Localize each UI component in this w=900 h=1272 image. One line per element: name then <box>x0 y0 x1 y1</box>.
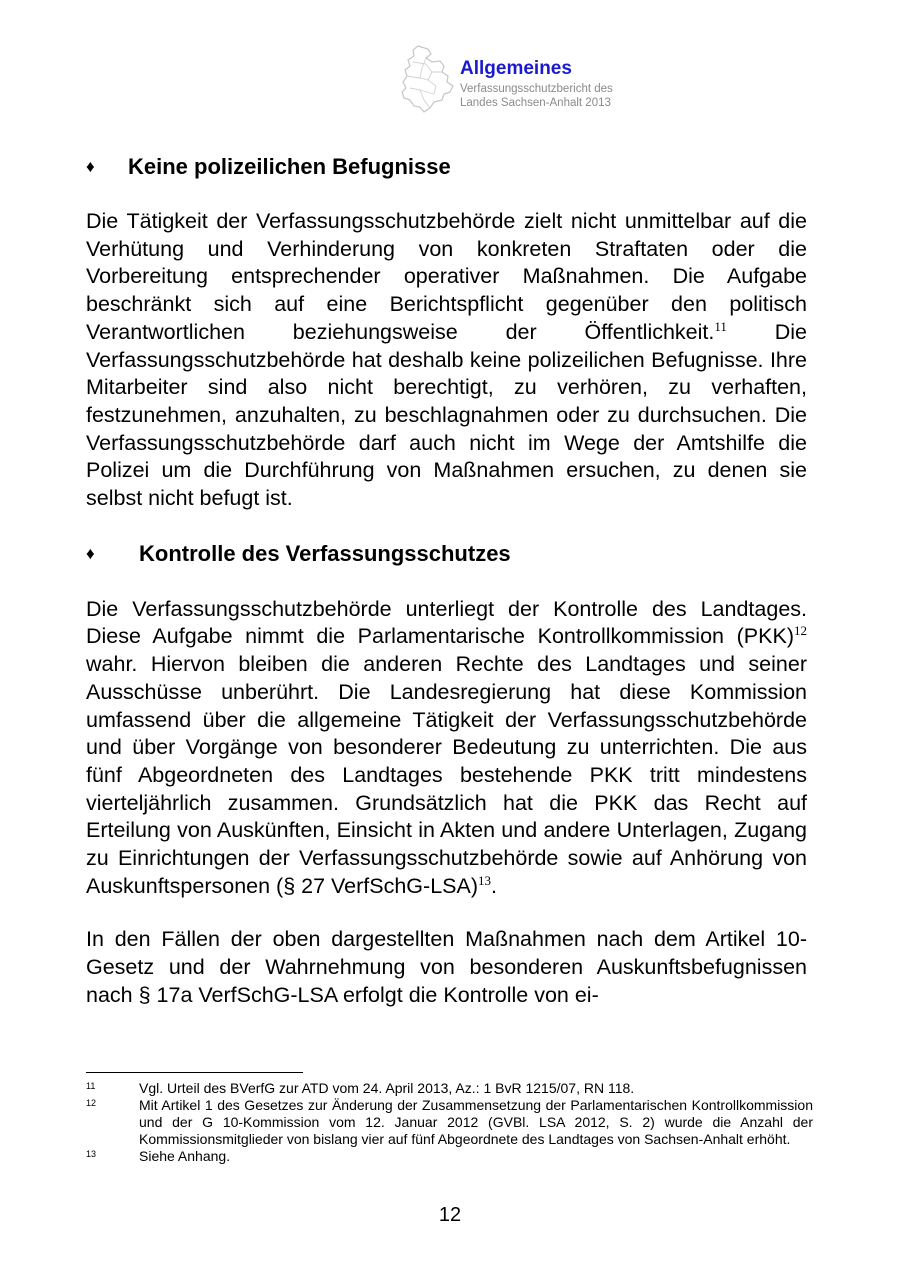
section-title: Keine polizeilichen Befugnisse <box>128 154 451 179</box>
main-content <box>86 152 807 1010</box>
section-heading-befugnisse <box>86 152 807 182</box>
footnote-text: Vgl. Urteil des BVerfG zur ATD vom 24. April 2013, Az.: 1 BvR 1215/07, RN 118. <box>139 1080 635 1096</box>
saxony-anhalt-map-icon <box>398 44 456 114</box>
section-heading-kontrolle <box>86 539 807 569</box>
footnote-ref-11: 11 <box>714 318 727 334</box>
footnote-item <box>86 1080 813 1097</box>
paragraph-text: Die Verfassungsschutzbehörde hat deshalb keine polizeilichen Befugnisse. Ihre Mitarbeiter sind also nicht berechtigt, zu verhören, zu verhaften, festzunehmen, anzuhalten, zu beschlagnahmen oder zu durchsuchen. Die Verfassungsschutzbehörde darf auch nicht im Wege der Amtshilfe die Polizei um die Durchführung von Maßnahmen ersuchen, zu denen sie selbst nicht befugt ist. <box>86 319 807 511</box>
footnote-text: Siehe Anhang. <box>139 1148 231 1164</box>
header-title: Allgemeines <box>460 58 572 79</box>
paragraph-text: wahr. Hiervon bleiben die anderen Rechte des Landtages und seiner Ausschüsse unberührt. Die Landesregierung hat diese Kommission umfassend über die allgemeine Tätigkeit der Verfassungsschutzbehörde und über Vorgänge von besonderer Bedeutung zu unterrichten. Die aus fünf Abgeordneten des Landtages bestehende PKK tritt mindestens vierteljährlich zusammen. Grundsätzlich hat die PKK das Recht auf Erteilung von Auskünften, Einsicht in Akten und andere Unterlagen, Zugang zu Einrichtungen der Verfassungsschutzbehörde sowie auf Anhörung von Auskunftspersonen (§ 27 VerfSchG-LSA) <box>86 652 807 898</box>
paragraph-kontrolle <box>86 596 807 901</box>
section-title: Kontrolle des Verfassungsschutzes <box>139 540 511 566</box>
footnote-number: 13 <box>86 1149 97 1159</box>
footnote-divider <box>86 1072 303 1073</box>
footnote-item <box>86 1148 813 1165</box>
paragraph-text: . <box>491 873 497 898</box>
diamond-bullet-icon: ♦ <box>86 543 95 563</box>
header-subtitle-line1: Verfassungsschutzbericht des <box>460 83 613 95</box>
paragraph-befugnisse <box>86 208 807 513</box>
diamond-bullet-icon: ♦ <box>86 157 95 176</box>
footnotes <box>86 1080 813 1165</box>
paragraph-text: Die Verfassungsschutzbehörde unterliegt der Kontrolle des Landtages. Diese Aufgabe nimmt die Parlamentarische Kontrollkommission (PKK) <box>86 596 807 649</box>
footnote-item <box>86 1097 813 1148</box>
footnote-number: 11 <box>86 1081 96 1091</box>
footnote-ref-13: 13 <box>478 872 491 888</box>
paragraph-artikel-10 <box>86 926 807 1009</box>
paragraph-text: Die Tätigkeit der Verfassungsschutzbehörde zielt nicht unmittelbar auf die Verhütung und Verhinderung von konkreten Straftaten oder die Vorbereitung entsprechender operativer Maßnahmen. Die Aufgabe beschränkt sich auf eine Berichtspflicht gegenüber den politisch Verantwortlichen beziehungsweise der Öffentlichkeit. <box>86 209 807 344</box>
header-subtitle-line2: Landes Sachsen-Anhalt 2013 <box>460 97 611 109</box>
footnote-number: 12 <box>86 1098 97 1108</box>
page-number: 12 <box>438 1204 462 1226</box>
footnote-ref-12: 12 <box>794 623 807 639</box>
paragraph-text: In den Fällen der oben dargestellten Maßnahmen nach dem Artikel 10-Gesetz und der Wahrnehmung von besonderen Auskunftsbefugnissen nach § 17a VerfSchG-LSA erfolgt die Kontrolle von ei- <box>86 927 807 1007</box>
page-header <box>398 44 658 116</box>
footnote-text: Mit Artikel 1 des Gesetzes zur Änderung der Zusammensetzung der Parlamentarischen Kontrollkommission und der G 10-Kommission vom 12. Januar 2012 (GVBl. LSA 2012, S. 2) wurde die Anzahl der Kommissionsmitglieder von bislang vier auf fünf Abgeordnete des Landtages von Sachsen-Anhalt erhöht. <box>139 1097 813 1147</box>
